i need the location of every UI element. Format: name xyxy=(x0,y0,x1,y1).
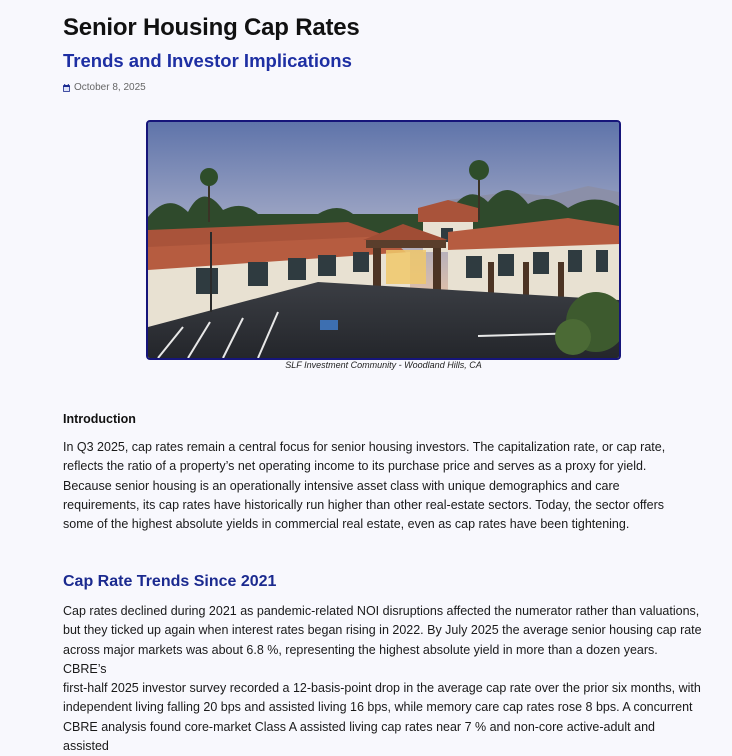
post-date: October 8, 2025 xyxy=(74,82,146,93)
image-caption: SLF Investment Community - Woodland Hills, CA xyxy=(285,360,482,370)
paragraph-line: first-half 2025 investor survey recorded a 12-basis-point drop in the average cap rate over the prior six months, with xyxy=(63,681,701,696)
paragraph-line: some of the highest absolute yields in commercial real estate, even as cap rates have been tightening. xyxy=(63,517,630,532)
featured-image xyxy=(146,120,621,360)
calendar-icon xyxy=(63,84,70,92)
trends-paragraph xyxy=(63,602,703,756)
paragraph-line: but they ticked up again when interest rates began rising in 2022. By July 2025 the average senior housing cap rate xyxy=(63,623,702,638)
paragraph-line: Cap rates declined during 2021 as pandemic-related NOI disruptions affected the numerator rather than valuations, xyxy=(63,604,700,618)
section-heading-cap-rate-trends: Cap Rate Trends Since 2021 xyxy=(63,573,277,590)
paragraph-line: reflects the ratio of a property’s net operating income to its purchase price and serves as a proxy for yield. xyxy=(63,459,647,474)
page-title: Senior Housing Cap Rates xyxy=(63,14,360,41)
paragraph-line: across major markets was about 6.8 %, representing the highest absolute yield in more than a dozen years. CBRE’s xyxy=(63,642,658,676)
post-meta xyxy=(63,82,146,93)
paragraph-line: Because senior housing is an operationally intensive asset class with unique demographics and care xyxy=(63,478,620,493)
paragraph-line: In Q3 2025, cap rates remain a central focus for senior housing investors. The capitalization rate, or cap rate, xyxy=(63,440,666,454)
paragraph-line: requirements, its cap rates have historically run higher than other real-estate sectors. Today, the sector offers xyxy=(63,497,664,512)
section-heading-introduction: Introduction xyxy=(63,412,136,426)
page-subtitle: Trends and Investor Implications xyxy=(63,50,352,71)
paragraph-line: independent living falling 20 bps and assisted living 16 bps, while memory care cap rates rose 8 bps. A concurrent xyxy=(63,700,693,715)
paragraph-line: CBRE analysis found core-market Class A assisted living cap rates near 7 % and non-core active-adult and assisted xyxy=(63,719,655,754)
intro-paragraph xyxy=(63,438,703,534)
